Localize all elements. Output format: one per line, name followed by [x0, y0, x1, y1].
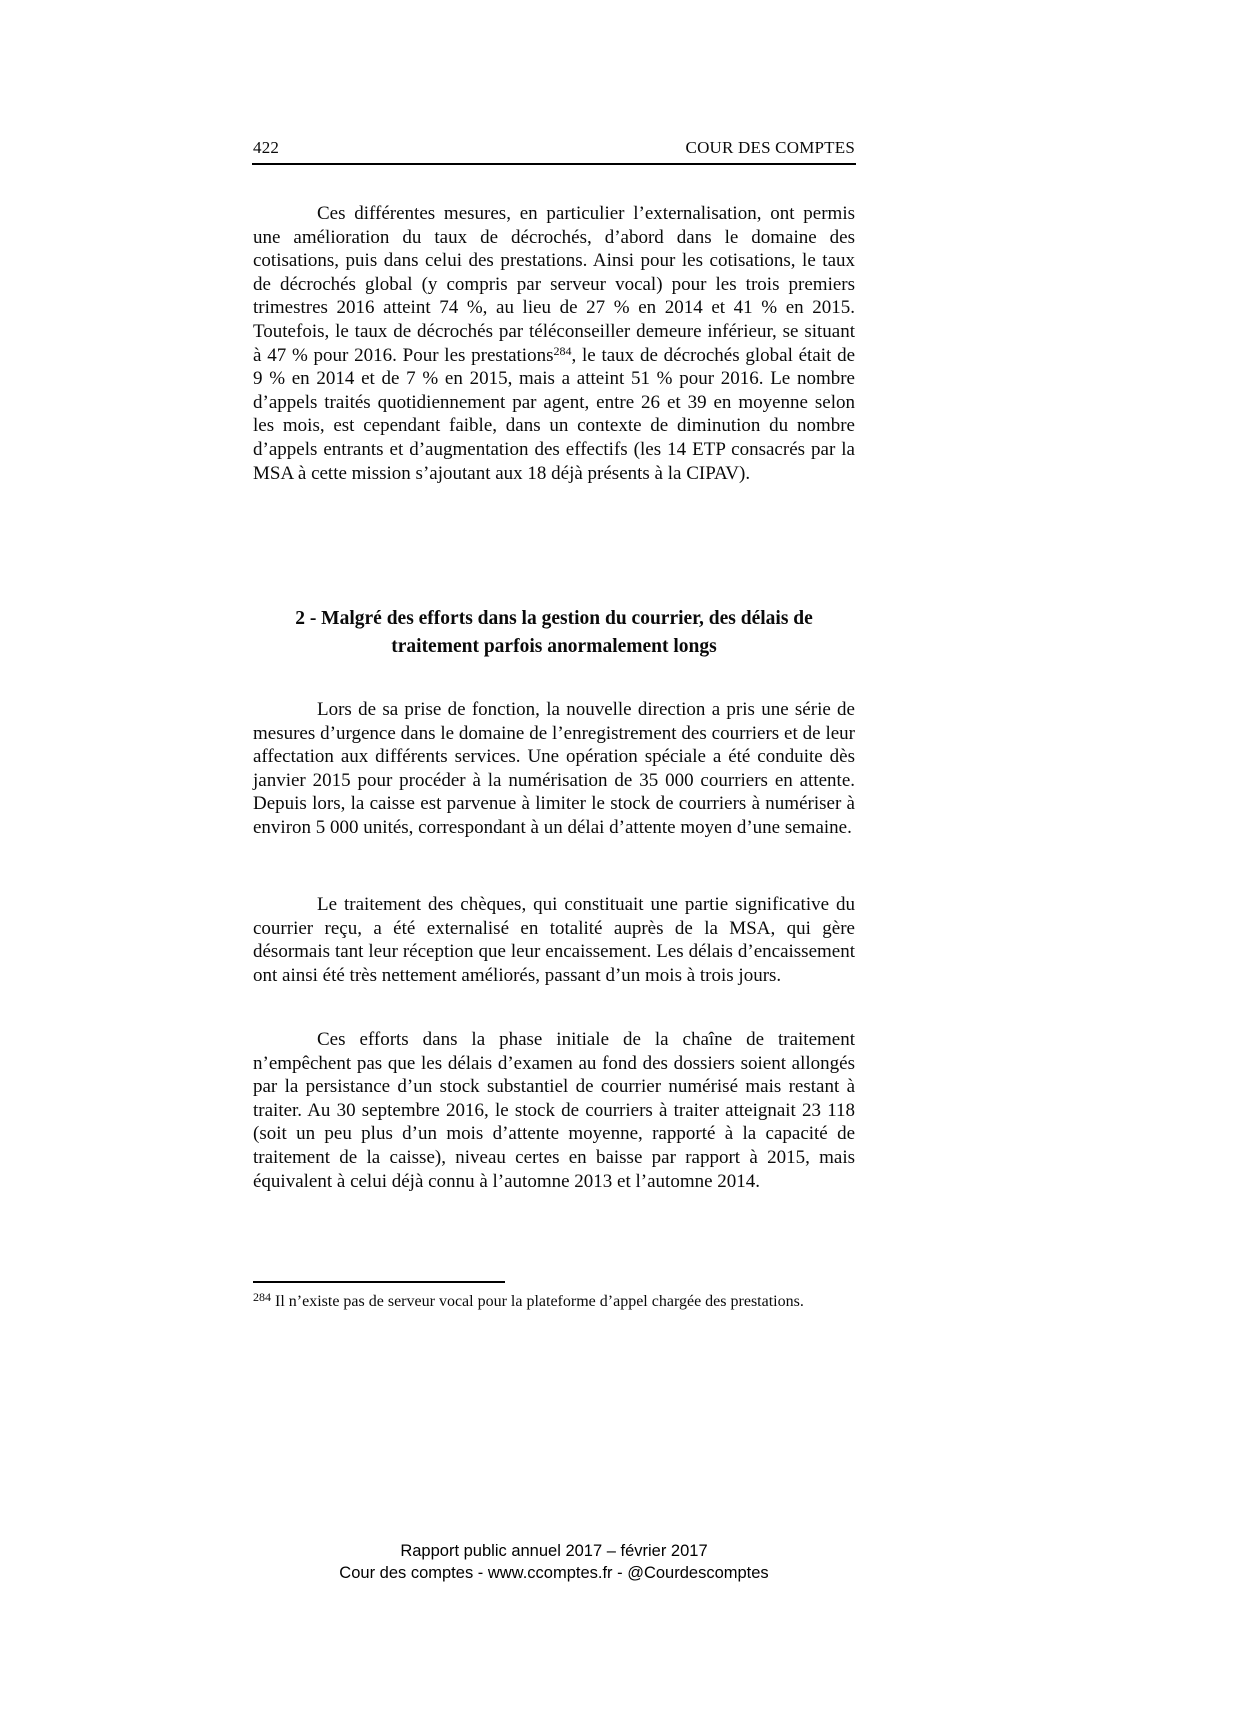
footnote-separator-rule — [253, 1281, 505, 1283]
paragraph-3: Le traitement des chèques, qui constituait une partie significative du courrier reçu, a été externalisé en totalité auprès de la MSA, qui gère désormais tant leur réception que leur encaissement. Les délais d’encaissement ont ainsi été très nettement améliorés, passant d’un mois à trois jours. — [253, 894, 855, 986]
section-heading: 2 - Malgré des efforts dans la gestion du courrier, des délais de traitement parfois anormalement longs — [295, 608, 813, 657]
paragraph-1-text-before-ref: Ces différentes mesures, en particulier l’externalisation, ont permis une amélioration du taux de décrochés, d’abord dans le domaine des cotisations, puis dans celui des prestations. Ainsi pour les cotisations, le taux de décrochés global (y compris par serveur vocal) pour les trois premiers trimestres 2016 atteint 74 %, au lieu de 27 % en 2014 et 41 % en 2015. Toutefois, le taux de décrochés par téléconseiller demeure inférieur, se situant à 47 % pour 2016. Pour les prestations — [253, 203, 855, 366]
footer-publisher-line: Cour des comptes - www.ccomptes.fr - @Courdescomptes — [339, 1564, 769, 1582]
page-footer — [253, 1540, 855, 1584]
running-title: COUR DES COMPTES — [685, 138, 855, 157]
header-rule — [252, 163, 856, 165]
footnote-284 — [253, 1289, 855, 1312]
page-number: 422 — [253, 138, 280, 157]
footnote-reference-284: 284 — [553, 344, 572, 359]
page-header — [253, 138, 855, 158]
footnote-number: 284 — [253, 1289, 271, 1304]
footer-report-title: Rapport public annuel 2017 – février 2017 — [400, 1542, 708, 1560]
paragraph-4: Ces efforts dans la phase initiale de la chaîne de traitement n’empêchent pas que les délais d’examen au fond des dossiers soient allongés par la persistance d’un stock substantiel de courrier numérisé mais restant à traiter. Au 30 septembre 2016, le stock de courriers à traiter atteignait 23 118 (soit un peu plus d’un mois d’attente moyenne, rapporté à la capacité de traitement de la caisse), niveau certes en baisse par rapport à 2015, mais équivalent à celui déjà connu à l’automne 2013 et l’automne 2014. — [253, 1029, 855, 1192]
paragraph-1 — [253, 202, 855, 485]
footnote-text: Il n’existe pas de serveur vocal pour la plateforme d’appel chargée des prestations. — [275, 1293, 804, 1310]
paragraph-2: Lors de sa prise de fonction, la nouvelle direction a pris une série de mesures d’urgence dans le domaine de l’enregistrement des courriers et de leur affectation aux différents services. Une opération spéciale a été conduite dès janvier 2015 pour procéder à la numérisation de 35 000 courriers en attente. Depuis lors, la caisse est parvenue à limiter le stock de courriers à numériser à environ 5 000 unités, correspondant à un délai d’attente moyen d’une semaine. — [253, 699, 855, 838]
paragraph-1-text-after-ref: , le taux de décrochés global était de 9 % en 2014 et de 7 % en 2015, mais a atteint 51 % pour 2016. Le nombre d’appels traités quotidiennement par agent, entre 26 et 39 en moyenne selon les mois, est cependant faible, dans un contexte de diminution du nombre d’appels entrants et d’augmentation des effectifs (les 14 ETP consacrés par la MSA à cette mission s’ajoutant aux 18 déjà présents à la CIPAV). — [253, 344, 855, 484]
